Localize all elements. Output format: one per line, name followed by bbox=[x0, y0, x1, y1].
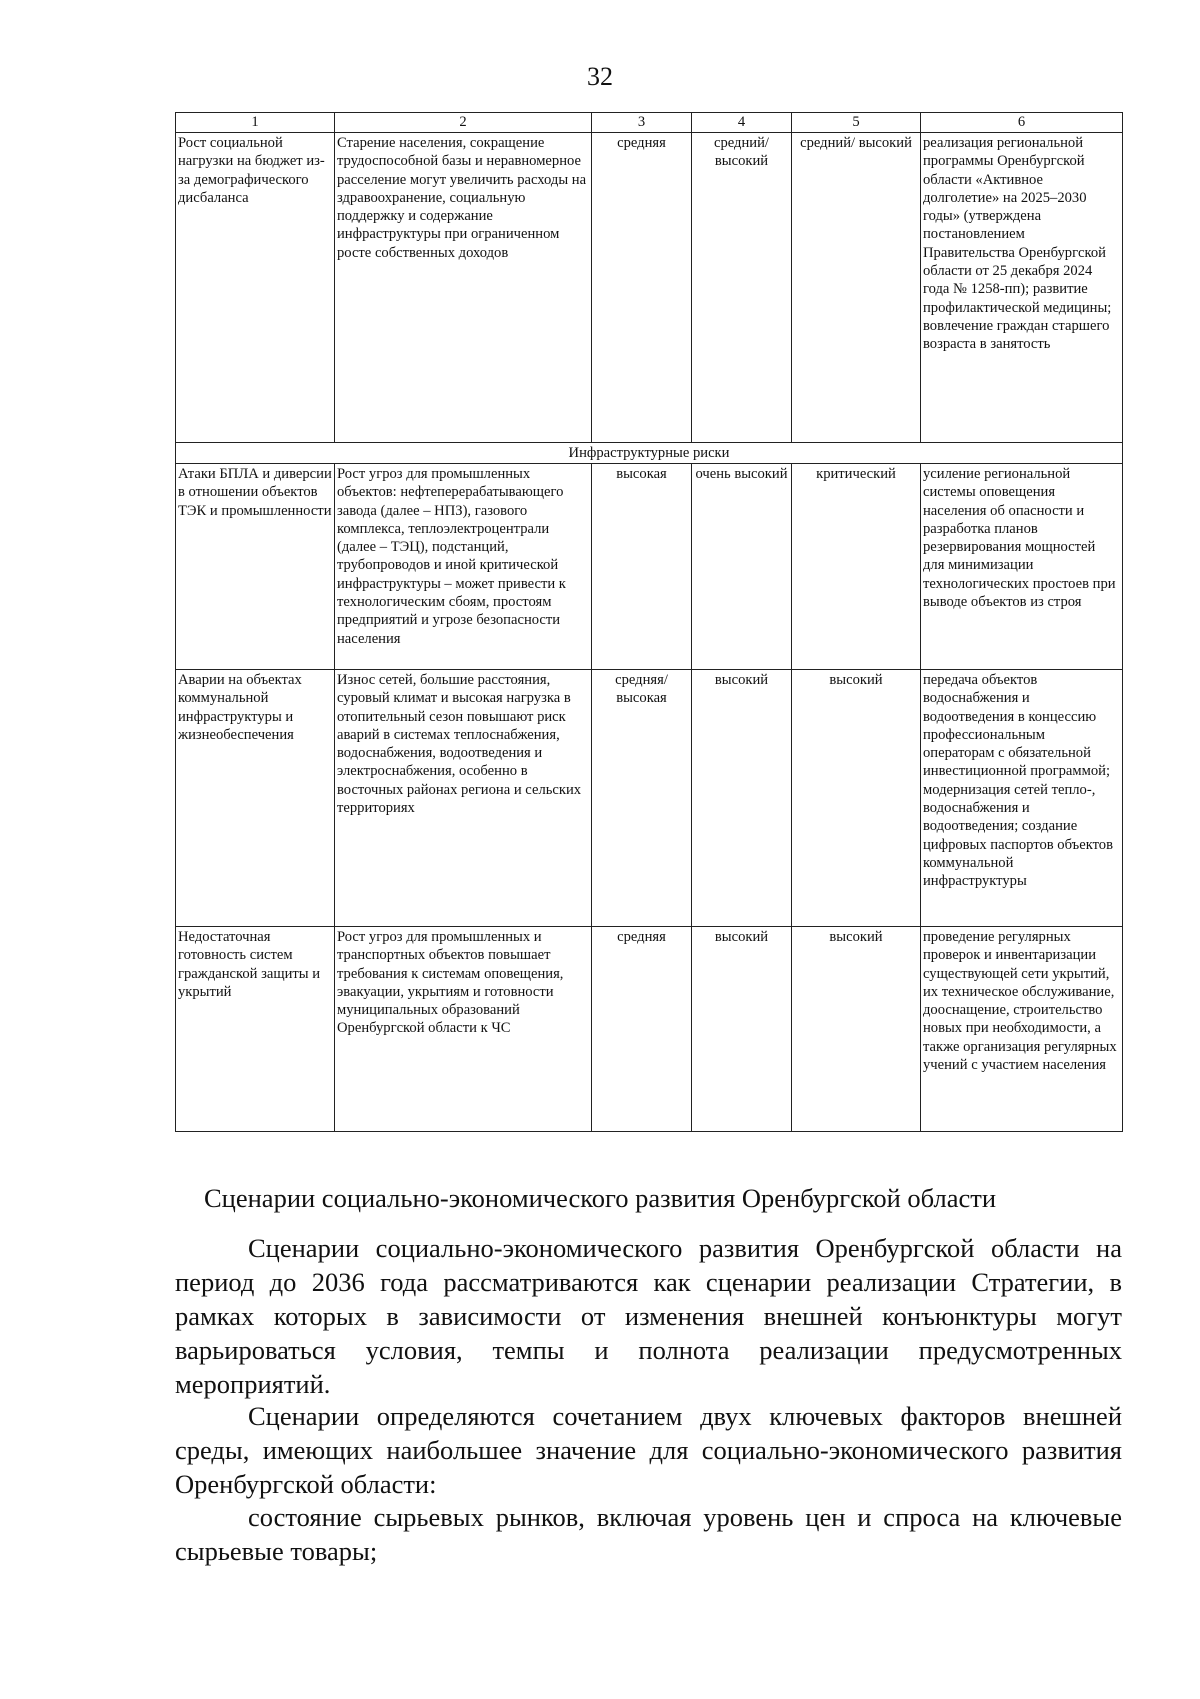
risk-level-cell: высокий bbox=[792, 927, 921, 1132]
probability-cell: средняя/ высокая bbox=[592, 670, 692, 927]
risk-description-cell: Старение населения, сокращение трудоспособной базы и неравномерное расселение могут увеличить расходы на здравоохранение, социальную поддержку и содержание инфраструктуры при ограниченном росте собственных доходов bbox=[335, 133, 592, 443]
table-row bbox=[176, 464, 1123, 670]
body-paragraph: Сценарии социально-экономического развития Оренбургской области на период до 2036 года рассматриваются как сценарии реализации Стратегии, в рамках которых в зависимости от изменения внешней конъюнктуры могут варьироваться условия, темпы и полнота реализации предусмотренных мероприятий. bbox=[175, 1233, 1122, 1399]
measures-cell: усиление региональной системы оповещения населения об опасности и разработка планов резервирования мощностей для минимизации технологических простоев при выводе объектов из строя bbox=[921, 464, 1123, 670]
table-row bbox=[176, 670, 1123, 927]
section-heading: Сценарии социально-экономического развития Оренбургской области bbox=[204, 1183, 996, 1213]
risk-description-cell: Износ сетей, большие расстояния, суровый климат и высокая нагрузка в отопительный сезон повышают риск аварий в системах теплоснабжения, водоснабжения, водоотведения и электроснабжения, особенно в восточных районах региона и сельских территориях bbox=[335, 670, 592, 927]
impact-cell: средний/ высокий bbox=[692, 133, 792, 443]
measures-cell: передача объектов водоснабжения и водоотведения в концессию профессиональным операторам с обязательной инвестиционной программой; модернизация сетей тепло-, водоснабжения и водоотведения; создание цифровых паспортов объектов коммунальной инфраструктуры bbox=[921, 670, 1123, 927]
table-row bbox=[176, 133, 1123, 443]
risk-name-cell: Рост социальной нагрузки на бюджет из-за демографического дисбаланса bbox=[176, 133, 335, 443]
probability-cell: средняя bbox=[592, 927, 692, 1132]
column-header: 6 bbox=[921, 113, 1123, 133]
risk-table bbox=[175, 112, 1123, 1132]
impact-cell: очень высокий bbox=[692, 464, 792, 670]
column-header: 2 bbox=[335, 113, 592, 133]
risk-level-cell: высокий bbox=[792, 670, 921, 927]
page-number: 32 bbox=[587, 62, 613, 91]
section-row bbox=[176, 443, 1123, 464]
column-header: 4 bbox=[692, 113, 792, 133]
measures-cell: реализация региональной программы Оренбургской области «Активное долголетие» на 2025–2030 годы» (утверждена постановлением Правительства Оренбургской области от 25 декабря 2024 года № 1258-пп); развитие профилактической медицины; вовлечение граждан старшего возраста в занятость bbox=[921, 133, 1123, 443]
risk-name-cell: Аварии на объектах коммунальной инфраструктуры и жизнеобеспечения bbox=[176, 670, 335, 927]
column-header: 5 bbox=[792, 113, 921, 133]
risk-name-cell: Атаки БПЛА и диверсии в отношении объектов ТЭК и промышленности bbox=[176, 464, 335, 670]
risk-description-cell: Рост угроз для промышленных объектов: нефтеперерабатывающего завода (далее – НПЗ), газового комплекса, теплоэлектроцентрали (далее – ТЭЦ), подстанций, трубопроводов и иной критической инфраструктуры – может привести к технологическим сбоям, простоям предприятий и угрозе безопасности населения bbox=[335, 464, 592, 670]
risk-name-cell: Недостаточная готовность систем гражданской защиты и укрытий bbox=[176, 927, 335, 1132]
column-header: 3 bbox=[592, 113, 692, 133]
body-paragraph: состояние сырьевых рынков, включая уровень цен и спроса на ключевые сырьевые товары; bbox=[175, 1502, 1122, 1566]
section-title: Инфраструктурные риски bbox=[176, 443, 1123, 464]
risk-level-cell: критический bbox=[792, 464, 921, 670]
impact-cell: высокий bbox=[692, 927, 792, 1132]
body-paragraph: Сценарии определяются сочетанием двух ключевых факторов внешней среды, имеющих наибольшее значение для социально-экономического развития Оренбургской области: bbox=[175, 1401, 1122, 1499]
probability-cell: высокая bbox=[592, 464, 692, 670]
measures-cell: проведение регулярных проверок и инвентаризации существующей сети укрытий, их техническое обслуживание, дооснащение, строительство новых при необходимости, а также организация регулярных учений с участием населения bbox=[921, 927, 1123, 1132]
probability-cell: средняя bbox=[592, 133, 692, 443]
table-row bbox=[176, 927, 1123, 1132]
risk-description-cell: Рост угроз для промышленных и транспортных объектов повышает требования к системам оповещения, эвакуации, укрытиям и готовности муниципальных образований Оренбургской области к ЧС bbox=[335, 927, 592, 1132]
column-header: 1 bbox=[176, 113, 335, 133]
impact-cell: высокий bbox=[692, 670, 792, 927]
table-header-row bbox=[176, 113, 1123, 133]
risk-level-cell: средний/ высокий bbox=[792, 133, 921, 443]
